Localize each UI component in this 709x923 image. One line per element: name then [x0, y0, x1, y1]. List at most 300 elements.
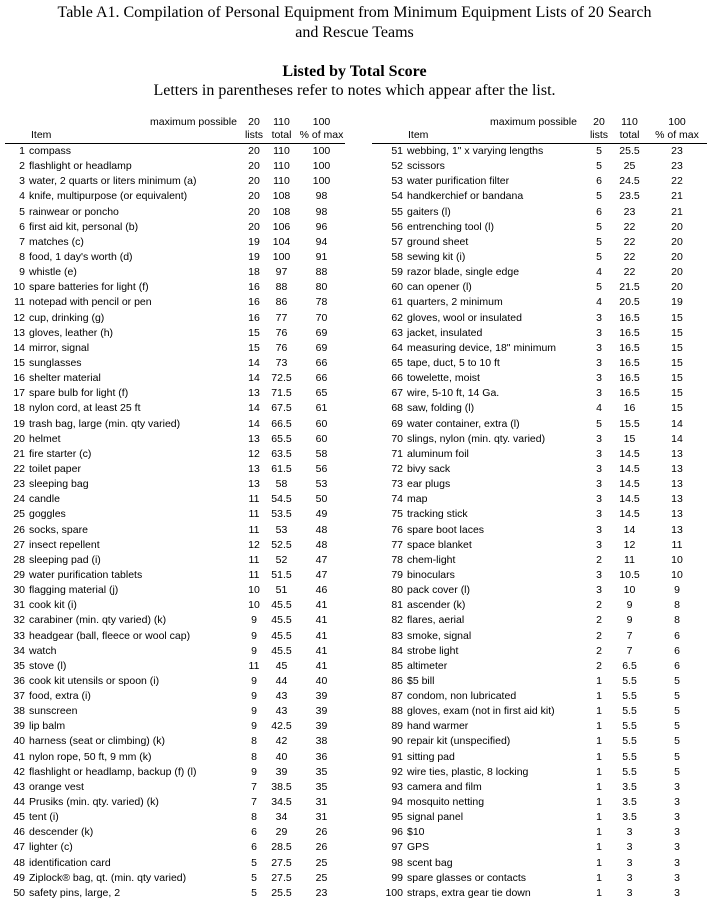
- total-cell: 16.5: [619, 341, 640, 354]
- total-cell: 5.5: [622, 674, 637, 687]
- item-cell: ascender (k): [407, 599, 466, 612]
- table-row: [372, 189, 707, 204]
- pct-cell: 5: [674, 765, 680, 778]
- rank-cell: 12: [13, 311, 25, 324]
- total-cell: 97: [275, 266, 288, 279]
- rank-cell: 52: [391, 160, 403, 173]
- rank-cell: 40: [13, 735, 25, 748]
- total-cell: 25: [623, 160, 636, 173]
- rank-cell: 90: [391, 735, 403, 748]
- total-cell: 7: [626, 629, 633, 642]
- lists-cell: 1: [596, 796, 602, 809]
- lists-cell: 1: [596, 720, 602, 733]
- rank-cell: 17: [13, 387, 25, 400]
- pct-cell: 13: [671, 478, 683, 491]
- lists-max: 20: [593, 116, 605, 128]
- table-row: [5, 795, 345, 810]
- item-cell: water, 2 quarts or liters minimum (a): [29, 175, 197, 188]
- pct-cell: 8: [674, 599, 680, 612]
- total-cell: 73: [275, 356, 288, 369]
- item-cell: wire ties, plastic, 8 locking: [407, 765, 529, 778]
- item-cell: bivy sack: [407, 462, 451, 475]
- table-row: [5, 810, 345, 825]
- pct-cell: 94: [315, 235, 328, 248]
- table-row: [372, 417, 707, 432]
- table-row: [372, 765, 707, 780]
- item-header: Item: [408, 129, 429, 141]
- table-row: [5, 159, 345, 174]
- total-cell: 72.5: [271, 372, 292, 385]
- total-cell: 14.5: [619, 493, 640, 506]
- lists-cell: 20: [248, 160, 260, 173]
- item-cell: socks, spare: [29, 523, 88, 536]
- rank-cell: 60: [391, 281, 403, 294]
- pct-cell: 100: [312, 145, 331, 157]
- total-cell: 39: [275, 765, 288, 778]
- table-row: [5, 356, 345, 371]
- pct-cell: 13: [671, 447, 683, 460]
- item-cell: flashlight or headlamp, backup (f) (l): [29, 765, 197, 778]
- rank-cell: 80: [391, 584, 403, 597]
- item-cell: spare bulb for light (f): [29, 387, 129, 400]
- lists-cell: 1: [596, 690, 602, 703]
- table-row: [372, 341, 707, 356]
- rank-cell: 39: [13, 720, 25, 733]
- total-cell: 14: [623, 523, 636, 536]
- item-cell: cup, drinking (g): [29, 311, 105, 324]
- table-row: [372, 250, 707, 265]
- pct-cell: 48: [315, 538, 328, 551]
- total-header: total: [619, 129, 640, 141]
- item-cell: smoke, signal: [407, 629, 472, 642]
- item-cell: ground sheet: [407, 235, 469, 248]
- pct-cell: 100: [312, 160, 331, 173]
- total-cell: 108: [272, 205, 291, 218]
- pct-header: % of max: [655, 129, 699, 141]
- item-cell: saw, folding (l): [407, 402, 475, 415]
- rank-cell: 88: [391, 705, 403, 718]
- table-row: [372, 840, 707, 855]
- pct-cell: 15: [671, 326, 683, 339]
- rank-cell: 9: [19, 266, 25, 279]
- table-row: [5, 265, 345, 280]
- total-cell: 5.5: [622, 720, 637, 733]
- table-row: [5, 417, 345, 432]
- table-row: [5, 780, 345, 795]
- lists-cell: 1: [596, 856, 602, 869]
- item-cell: carabiner (min. qty varied) (k): [29, 614, 167, 627]
- rank-cell: 37: [13, 690, 25, 703]
- total-cell: 43: [275, 705, 288, 718]
- lists-cell: 1: [596, 750, 602, 763]
- total-cell: 51: [275, 584, 288, 597]
- total-cell: 110: [273, 145, 290, 157]
- right-table-body: [372, 144, 707, 901]
- rank-cell: 87: [391, 690, 403, 703]
- rank-cell: 68: [391, 402, 403, 415]
- rank-cell: 50: [13, 886, 25, 899]
- sort-heading: Listed by Total Score: [282, 63, 427, 80]
- lists-cell: 10: [248, 599, 260, 612]
- rank-cell: 83: [391, 629, 403, 642]
- item-cell: razor blade, single edge: [407, 266, 520, 279]
- lists-cell: 3: [596, 432, 602, 445]
- item-cell: scissors: [407, 160, 445, 173]
- item-cell: fire starter (c): [29, 447, 92, 460]
- table-row: [372, 734, 707, 749]
- lists-header: lists: [244, 129, 264, 141]
- item-cell: $5 bill: [407, 674, 435, 687]
- item-cell: toilet paper: [29, 462, 81, 475]
- table-row: [372, 523, 707, 538]
- lists-cell: 1: [596, 780, 602, 793]
- lists-cell: 1: [596, 735, 602, 748]
- table-row: [372, 886, 707, 901]
- pct-cell: 15: [671, 372, 683, 385]
- rank-cell: 54: [391, 190, 403, 203]
- total-cell: 58: [275, 478, 288, 491]
- item-cell: ear plugs: [407, 478, 451, 491]
- table-row: [372, 689, 707, 704]
- rank-cell: 84: [391, 644, 403, 657]
- item-cell: spare boot laces: [407, 523, 485, 536]
- item-cell: webbing, 1" x varying lengths: [407, 145, 544, 157]
- pct-cell: 21: [671, 190, 683, 203]
- total-cell: 42.5: [271, 720, 292, 733]
- total-cell: 108: [272, 190, 291, 203]
- right-table: [372, 115, 707, 901]
- pct-cell: 53: [315, 478, 328, 491]
- item-cell: cook kit utensils or spoon (i): [29, 674, 160, 687]
- total-cell: 11: [624, 553, 635, 566]
- rank-cell: 76: [391, 523, 403, 536]
- lists-cell: 3: [596, 508, 602, 521]
- rank-cell: 44: [13, 796, 25, 809]
- lists-cell: 15: [248, 326, 260, 339]
- total-cell: 3: [626, 871, 633, 884]
- pct-cell: 10: [671, 568, 683, 581]
- total-cell: 23: [623, 205, 636, 218]
- lists-header: lists: [589, 129, 609, 141]
- lists-cell: 7: [251, 780, 257, 793]
- rank-cell: 1: [19, 145, 25, 157]
- item-cell: goggles: [29, 508, 66, 521]
- rank-cell: 79: [391, 568, 403, 581]
- pct-cell: 80: [315, 281, 328, 294]
- table-row: [5, 174, 345, 189]
- rank-cell: 94: [391, 796, 403, 809]
- total-cell: 40: [275, 750, 288, 763]
- left-table-header: [5, 115, 345, 144]
- lists-cell: 12: [248, 538, 260, 551]
- table-row: [372, 795, 707, 810]
- total-cell: 22: [623, 220, 636, 233]
- rank-cell: 7: [19, 235, 25, 248]
- item-cell: spare glasses or contacts: [407, 871, 527, 884]
- lists-cell: 4: [596, 402, 602, 415]
- pct-cell: 88: [315, 266, 328, 279]
- rank-cell: 72: [391, 462, 403, 475]
- lists-cell: 1: [596, 811, 602, 824]
- rank-cell: 23: [13, 478, 25, 491]
- pct-cell: 3: [674, 841, 680, 854]
- rank-cell: 65: [391, 356, 403, 369]
- lists-cell: 1: [596, 841, 602, 854]
- total-cell: 45: [275, 659, 288, 672]
- lists-cell: 3: [596, 584, 602, 597]
- lists-cell: 3: [596, 447, 602, 460]
- pct-cell: 56: [315, 462, 328, 475]
- item-cell: gloves, wool or insulated: [407, 311, 522, 324]
- lists-cell: 3: [596, 387, 602, 400]
- pct-cell: 3: [674, 856, 680, 869]
- pct-cell: 50: [315, 493, 328, 506]
- table-row: [5, 613, 345, 628]
- lists-cell: 5: [596, 417, 602, 430]
- lists-cell: 5: [596, 281, 602, 294]
- item-cell: towelette, moist: [407, 372, 480, 385]
- table-row: [5, 659, 345, 674]
- total-cell: 27.5: [271, 856, 292, 869]
- lists-cell: 6: [251, 826, 257, 839]
- item-cell: watch: [29, 644, 57, 657]
- total-cell: 27.5: [271, 871, 292, 884]
- lists-cell: 20: [248, 190, 260, 203]
- lists-cell: 4: [596, 266, 602, 279]
- table-row: [5, 189, 345, 204]
- total-cell: 77: [275, 311, 288, 324]
- total-cell: 63.5: [271, 447, 292, 460]
- left-table: [5, 115, 345, 901]
- rank-cell: 71: [391, 447, 403, 460]
- pct-cell: 31: [315, 811, 328, 824]
- item-cell: mosquito netting: [407, 796, 485, 809]
- item-cell: nylon rope, 50 ft, 9 mm (k): [29, 750, 152, 763]
- lists-cell: 13: [248, 432, 260, 445]
- table-row: [5, 598, 345, 613]
- pct-cell: 78: [315, 296, 328, 309]
- lists-cell: 11: [248, 568, 260, 581]
- lists-max: 20: [248, 116, 260, 128]
- item-cell: handkerchief or bandana: [407, 190, 524, 203]
- total-cell: 100: [272, 250, 291, 263]
- lists-cell: 14: [248, 417, 260, 430]
- lists-cell: 1: [596, 826, 602, 839]
- item-cell: Ziplock® bag, qt. (min. qty varied): [29, 871, 187, 884]
- table-row: [5, 220, 345, 235]
- item-cell: tent (i): [29, 811, 59, 824]
- pct-cell: 5: [674, 705, 680, 718]
- item-cell: flashlight or headlamp: [29, 160, 132, 173]
- total-cell: 5.5: [622, 735, 637, 748]
- item-cell: tracking stick: [407, 508, 468, 521]
- pct-cell: 39: [315, 690, 328, 703]
- total-cell: 10: [623, 584, 636, 597]
- lists-cell: 11: [248, 508, 260, 521]
- total-cell: 51.5: [271, 568, 292, 581]
- table-row: [372, 613, 707, 628]
- rank-cell: 11: [14, 296, 25, 309]
- rank-cell: 63: [391, 326, 403, 339]
- pct-cell: 5: [674, 674, 680, 687]
- item-cell: pack cover (l): [407, 584, 471, 597]
- pct-cell: 10: [671, 553, 683, 566]
- lists-cell: 5: [251, 856, 257, 869]
- item-cell: notepad with pencil or pen: [29, 296, 152, 309]
- item-cell: mirror, signal: [29, 341, 90, 354]
- pct-cell: 19: [671, 296, 683, 309]
- item-cell: headgear (ball, fleece or wool cap): [29, 629, 191, 642]
- item-header: Item: [31, 129, 52, 141]
- rank-cell: 51: [391, 145, 403, 157]
- rank-cell: 38: [13, 705, 25, 718]
- pct-cell: 20: [671, 266, 683, 279]
- total-cell: 43: [275, 690, 288, 703]
- table-row: [5, 644, 345, 659]
- lists-cell: 4: [596, 296, 602, 309]
- pct-cell: 3: [674, 826, 680, 839]
- rank-cell: 74: [391, 493, 403, 506]
- rank-cell: 99: [391, 871, 403, 884]
- pct-cell: 35: [315, 780, 328, 793]
- total-cell: 88: [275, 281, 288, 294]
- lists-cell: 14: [248, 356, 260, 369]
- total-cell: 38.5: [271, 780, 292, 793]
- item-cell: water purification tablets: [29, 568, 143, 581]
- table-row: [372, 477, 707, 492]
- total-cell: 61.5: [271, 462, 292, 475]
- total-cell: 15: [623, 432, 636, 445]
- lists-cell: 2: [596, 599, 602, 612]
- table-row: [372, 447, 707, 462]
- rank-cell: 36: [13, 674, 25, 687]
- lists-cell: 9: [251, 644, 257, 657]
- table-row: [5, 250, 345, 265]
- lists-cell: 3: [596, 341, 602, 354]
- total-cell: 34.5: [271, 796, 292, 809]
- lists-cell: 20: [248, 205, 260, 218]
- lists-cell: 9: [251, 690, 257, 703]
- rank-cell: 92: [391, 765, 403, 778]
- lists-cell: 11: [248, 659, 260, 672]
- pct-cell: 25: [315, 856, 328, 869]
- item-cell: GPS: [407, 841, 430, 854]
- item-cell: gaiters (l): [407, 205, 451, 218]
- table-row: [5, 295, 345, 310]
- total-cell: 3: [626, 826, 633, 839]
- item-cell: first aid kit, personal (b): [29, 220, 139, 233]
- rank-cell: 85: [391, 659, 403, 672]
- item-cell: Prusiks (min. qty. varied) (k): [29, 796, 159, 809]
- rank-cell: 49: [13, 871, 25, 884]
- item-cell: water purification filter: [407, 175, 510, 188]
- table-row: [372, 386, 707, 401]
- item-cell: strobe light: [407, 644, 459, 657]
- table-row: [5, 507, 345, 522]
- item-cell: gloves, leather (h): [29, 326, 114, 339]
- pct-cell: 3: [674, 780, 680, 793]
- rank-cell: 100: [385, 886, 403, 899]
- table-row: [372, 371, 707, 386]
- pct-cell: 47: [315, 568, 328, 581]
- pct-header: % of max: [299, 129, 344, 141]
- lists-cell: 11: [248, 493, 260, 506]
- rank-cell: 3: [19, 175, 25, 188]
- lists-cell: 12: [248, 447, 260, 460]
- total-cell: 3.5: [622, 780, 637, 793]
- table-row: [5, 144, 345, 159]
- item-cell: gloves, exam (not in first aid kit): [407, 705, 555, 718]
- table-row: [372, 583, 707, 598]
- table-row: [5, 568, 345, 583]
- table-row: [372, 492, 707, 507]
- table-row: [5, 886, 345, 901]
- item-cell: hand warmer: [407, 720, 469, 733]
- pct-cell: 40: [315, 674, 328, 687]
- lists-cell: 7: [251, 796, 257, 809]
- item-cell: straps, extra gear tie down: [407, 886, 531, 899]
- total-cell: 16: [623, 402, 636, 415]
- table-row: [372, 159, 707, 174]
- pct-cell: 15: [671, 402, 683, 415]
- item-cell: candle: [29, 493, 60, 506]
- total-max: 110: [273, 116, 290, 128]
- total-cell: 14.5: [619, 508, 640, 521]
- rank-cell: 20: [13, 432, 25, 445]
- rank-cell: 25: [13, 508, 25, 521]
- rank-cell: 58: [391, 250, 403, 263]
- lists-cell: 9: [251, 629, 257, 642]
- rank-cell: 13: [13, 326, 25, 339]
- table-row: [372, 568, 707, 583]
- item-cell: nylon cord, at least 25 ft: [29, 402, 141, 415]
- rank-cell: 64: [391, 341, 403, 354]
- total-cell: 25.5: [619, 145, 640, 157]
- total-cell: 106: [272, 220, 291, 233]
- table-row: [5, 432, 345, 447]
- item-cell: matches (c): [29, 235, 84, 248]
- rank-cell: 42: [13, 765, 25, 778]
- table-row: [5, 765, 345, 780]
- table-subheading: [0, 62, 709, 100]
- total-cell: 16.5: [619, 387, 640, 400]
- rank-cell: 10: [13, 281, 25, 294]
- table-row: [5, 689, 345, 704]
- lists-cell: 13: [248, 478, 260, 491]
- total-cell: 45.5: [271, 599, 292, 612]
- lists-cell: 5: [251, 886, 257, 899]
- rank-cell: 22: [13, 462, 25, 475]
- right-table-header: [372, 115, 707, 144]
- table-row: [5, 341, 345, 356]
- table-row: [372, 598, 707, 613]
- table-row: [5, 704, 345, 719]
- pct-cell: 46: [315, 584, 328, 597]
- total-cell: 16.5: [619, 311, 640, 324]
- total-cell: 16.5: [619, 372, 640, 385]
- pct-cell: 69: [315, 341, 328, 354]
- item-cell: trash bag, large (min. qty varied): [29, 417, 181, 430]
- item-cell: food, 1 day's worth (d): [29, 250, 133, 263]
- item-cell: insect repellent: [29, 538, 100, 551]
- lists-cell: 18: [248, 266, 260, 279]
- total-cell: 54.5: [271, 493, 292, 506]
- rank-cell: 19: [13, 417, 25, 430]
- total-cell: 6.5: [622, 659, 637, 672]
- total-cell: 76: [275, 326, 288, 339]
- rank-cell: 47: [13, 841, 25, 854]
- pct-cell: 31: [315, 796, 328, 809]
